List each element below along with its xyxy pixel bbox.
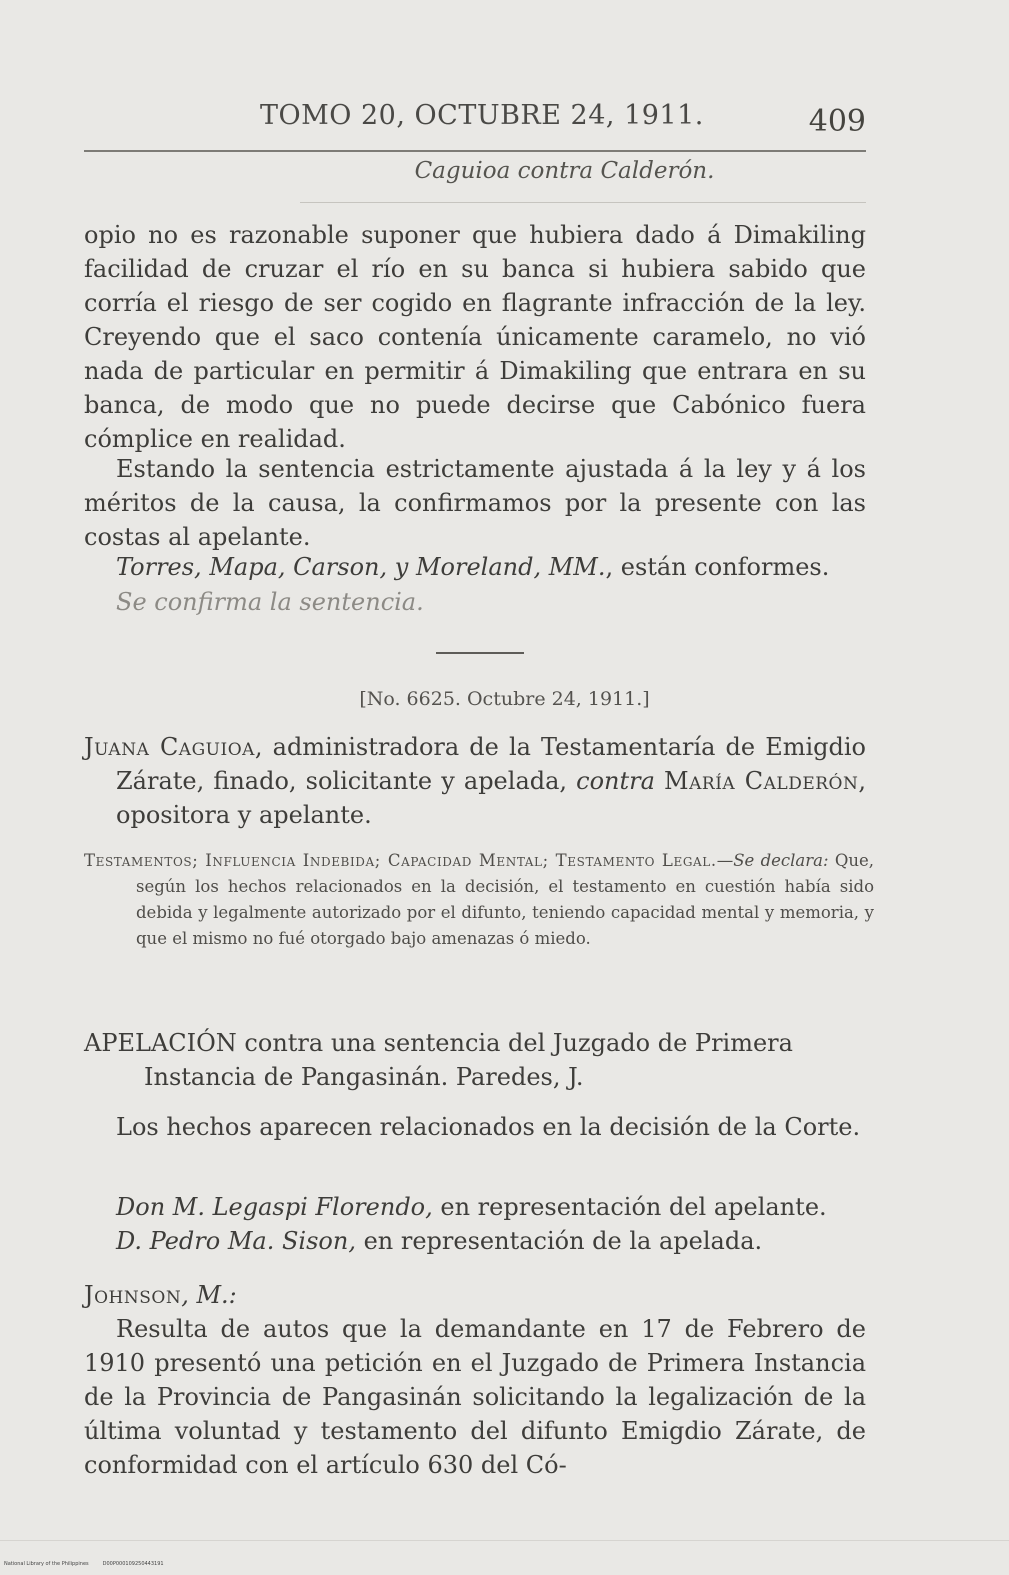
caption-rule [300,202,866,203]
counsel-appellee-name: D. Pedro Ma. Sison, [116,1227,356,1255]
scan-footer [4,1561,178,1567]
appeal-text: contra una sentencia del Juzgado de Primera Instancia de Pangasinán. Paredes, J. [144,1029,793,1091]
concurring-justices: Torres, Mapa, Carson, y Moreland, MM. [116,553,606,581]
continuation-paragraph: opio no es razonable suponer que hubiera dado á Dimakiling facilidad de cruzar el río en su banca si hubiera sabido que corría el riesgo de ser cogido en flagrante infracción de la ley. Creyendo que el saco contenía únicamente caramelo, no vió nada de particular en permitir á Dimakiling que entrara en su banca, de modo que no puede decirse que Cabónico fuera cómplice en realidad. [84,221,866,453]
counsel-appellee-role: en representación de la apelada. [355,1227,763,1255]
header-rule [84,150,866,152]
footer-library: National Library of the Philippines [4,1561,89,1567]
case-parties [84,730,866,832]
syllabus-lead: —Se declara: [716,851,829,870]
appellee-description: , administradora de la Testamentaría de Emigdio Zárate, finado, solicitante y apelada, [116,733,866,795]
justice-name: Johnson [84,1281,182,1309]
syllabus-topics: Testamentos; Influencia Indebida; Capacidad Mental; Testamento Legal. [84,851,717,870]
docket-number: [No. 6625. Octubre 24, 1911.] [359,688,650,710]
page-number: 409 [808,104,866,139]
appellant-name: María Calderón [664,767,859,795]
syllabus [84,848,874,952]
versus-word: contra [576,767,655,795]
case-separator [436,652,524,654]
ponente-line [84,1278,866,1312]
appellee-name: Juana Caguioa [84,733,255,761]
counsel-appellant [84,1190,866,1224]
facts-paragraph: Los hechos aparecen relacionados en la decisión de la Corte. [116,1113,861,1141]
judgment-line: Se confirma la sentencia. [116,588,424,616]
footer-identifier: D00P000109250443191 [102,1561,164,1567]
counsel-appellant-name: Don M. Legaspi Florendo, [116,1193,433,1221]
appellant-description: , opositora y apelante. [116,767,867,829]
syllabus-text: Que, según los hechos relacionados en la decisión, el testamento en cuestión había sido debida y legalmente autorizado por el difunto, teniendo capacidad mental y memoria, y que el mismo no fué otorgado bajo amenazas ó miedo. [136,851,874,948]
counsel-appellant-role: en representación del apelante. [432,1193,827,1221]
page-header [84,98,866,142]
bottom-margin-line [0,1540,1009,1541]
counsel-appellee [84,1224,866,1258]
justice-suffix: , M.: [181,1281,237,1309]
appeal-lead: APELACIÓN [84,1029,237,1057]
running-head: TOMO 20, OCTUBRE 24, 1911. [260,100,704,131]
concurrence-text: , están conformes. [605,553,830,581]
case-caption: Caguioa contra Calderón. [414,158,715,184]
appeal-line [84,1026,866,1094]
opinion-paragraph: Resulta de autos que la demandante en 17 de Febrero de 1910 presentó una petición en el Juzgado de Primera Instancia de la Provincia de Pangasinán solicitando la legalización de la última voluntad y testamento del difunto Emigdio Zárate, de conformidad con el artículo 630 del Có- [84,1315,866,1479]
disposition-paragraph: Estando la sentencia estrictamente ajustada á la ley y á los méritos de la causa, la confirmamos por la presente con las costas al apelante. [84,455,866,551]
concurrence-line [84,550,866,584]
